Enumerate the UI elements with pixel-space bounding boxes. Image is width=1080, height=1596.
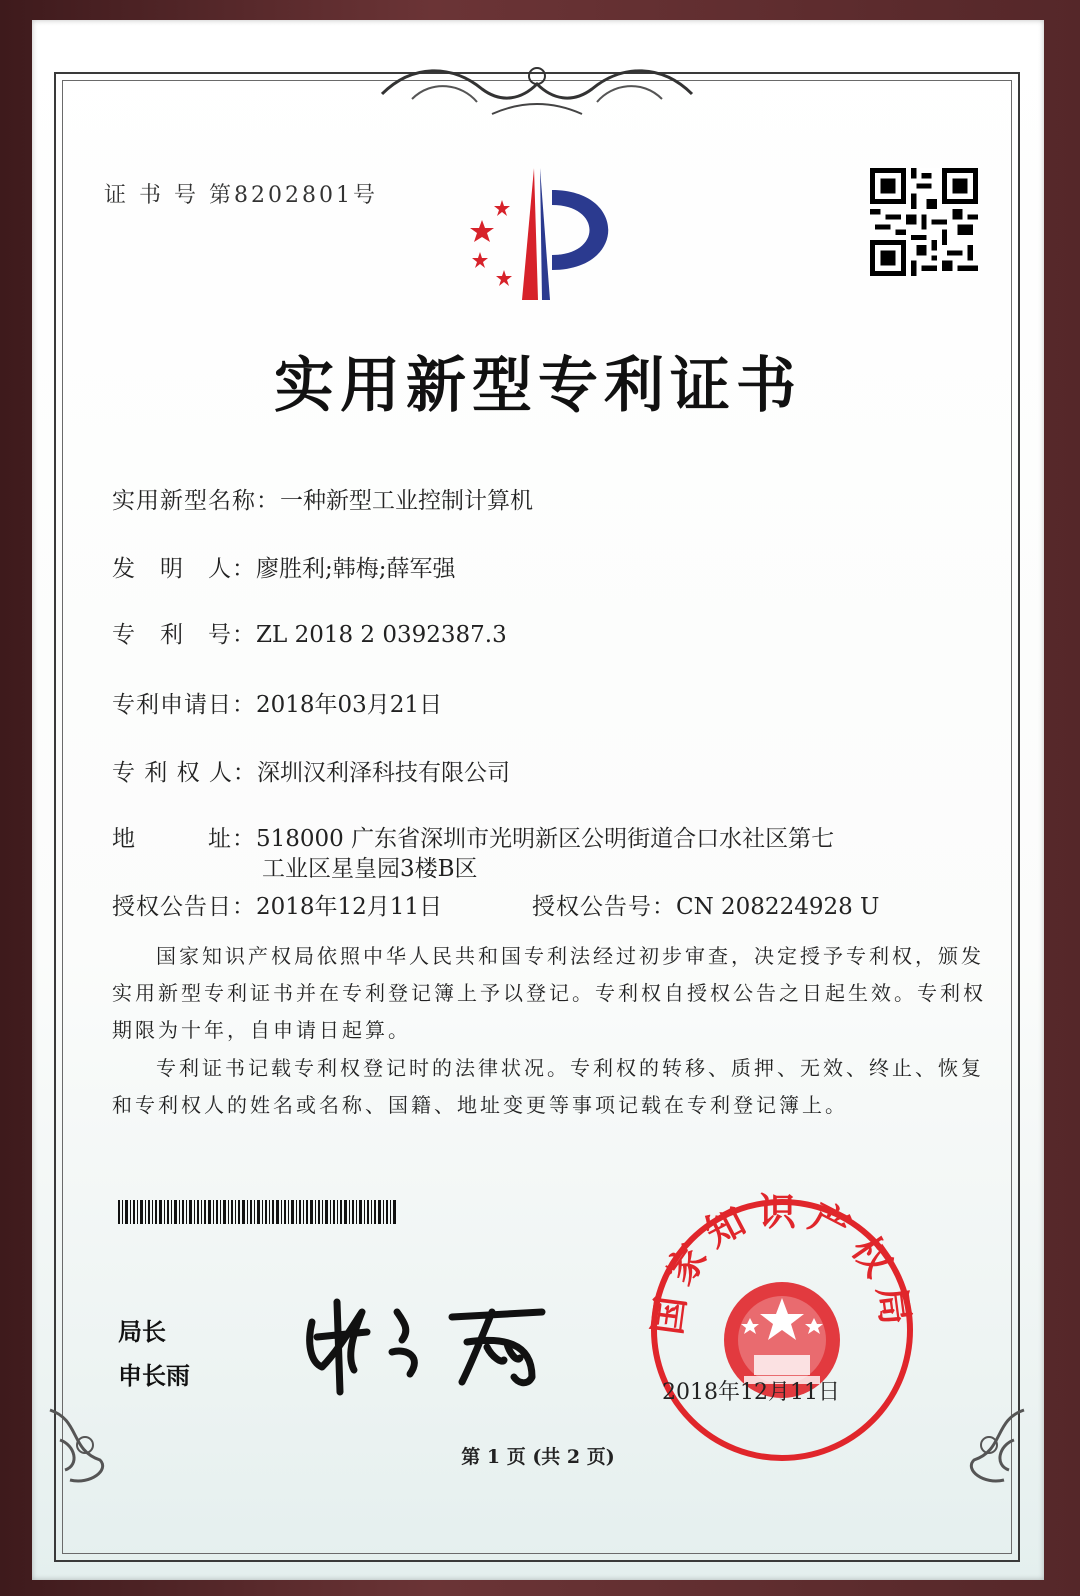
inventor-row xyxy=(112,550,456,583)
address-row xyxy=(112,820,834,853)
patentee-label: 专 利 权 人： xyxy=(112,760,257,786)
inventor-value: 廖胜利;韩梅;薛军强 xyxy=(256,556,456,582)
grant-number-row xyxy=(532,888,879,921)
patent-number-value: ZL 2018 2 0392387.3 xyxy=(256,622,507,648)
name-value: 一种新型工业控制计算机 xyxy=(280,488,533,514)
patentee-value: 深圳汉利泽科技有限公司 xyxy=(256,760,510,786)
inventor-label: 发 明 人： xyxy=(112,556,256,582)
signatory-title: 局长 xyxy=(118,1318,166,1346)
address-line-1: 518000 广东省深圳市光明新区公明街道合口水社区第七 xyxy=(256,826,835,852)
grant-date-row xyxy=(112,888,442,921)
certificate-paper xyxy=(32,20,1044,1580)
patent-office-logo-icon xyxy=(452,160,652,320)
application-date-value: 2018年03月21日 xyxy=(256,692,443,718)
grant-number-value: CN 208224928 U xyxy=(676,894,880,920)
statement-paragraph-2: 专利证书记载专利权登记时的法律状况。专利权的转移、质押、无效、终止、恢复和专利权人的姓名或名称、国籍、地址变更等事项记载在专利登记簿上。 xyxy=(112,1056,984,1117)
patent-number-label: 专 利 号： xyxy=(112,622,256,648)
utility-model-name-row xyxy=(112,482,533,515)
grant-date-label: 授权公告日： xyxy=(112,894,256,920)
patent-number-row xyxy=(112,616,507,649)
signatory-block xyxy=(118,1310,190,1398)
address-line-2: 工业区星皇园3楼B区 xyxy=(262,856,478,882)
barcode-icon xyxy=(118,1200,398,1224)
certificate-number: 证 书 号 第8202801号 xyxy=(104,183,378,208)
patentee-row xyxy=(112,754,510,787)
handwritten-signature-icon xyxy=(292,1282,562,1402)
address-continuation xyxy=(262,850,478,883)
qr-code-icon xyxy=(870,168,978,276)
application-date-label: 专利申请日： xyxy=(112,692,256,718)
address-label: 地 址： xyxy=(112,826,256,852)
application-date-row xyxy=(112,686,442,719)
svg-text:国家知识产权局: 国家知识产权局 xyxy=(644,1189,920,1338)
statement-paragraph-1: 国家知识产权局依照中华人民共和国专利法经过初步审查，决定授予专利权，颁发实用新型专利证书并在专利登记簿上予以登记。专利权自授权公告之日起生效。专利权期限为十年，自申请日起算。 xyxy=(112,944,986,1042)
name-label: 实用新型名称： xyxy=(112,488,280,514)
certificate-title: 实用新型专利证书 xyxy=(274,351,802,421)
page-number: 第 1 页 (共 2 页) xyxy=(461,1446,615,1468)
ornament-top-icon xyxy=(372,54,702,124)
official-seal-icon xyxy=(632,1180,932,1480)
grant-date-value: 2018年12月11日 xyxy=(256,894,443,920)
seal-date: 2018年12月11日 xyxy=(662,1380,840,1405)
grant-number-label: 授权公告号： xyxy=(532,894,676,920)
signatory-name: 申长雨 xyxy=(118,1362,190,1390)
